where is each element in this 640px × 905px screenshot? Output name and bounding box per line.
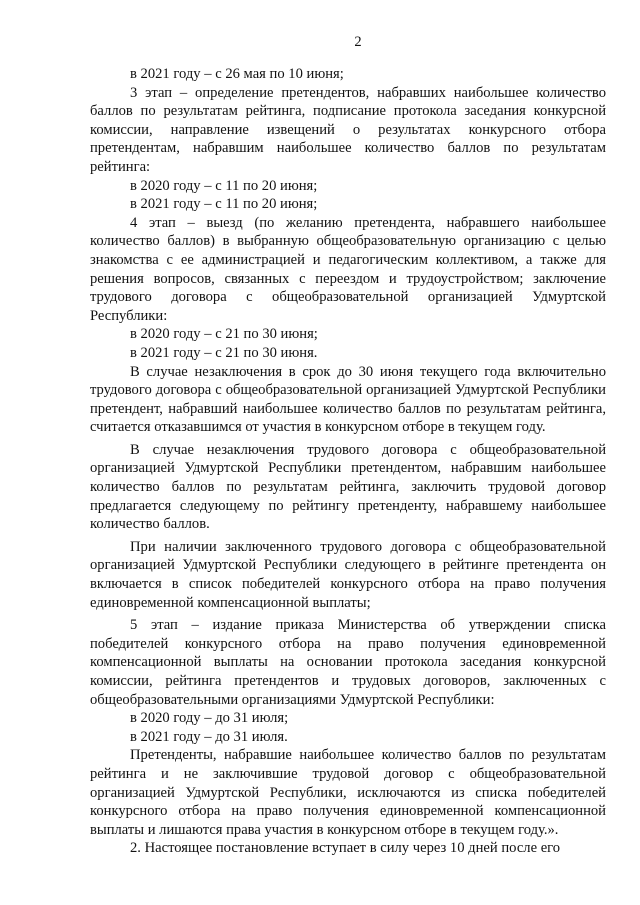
paragraph: 5 этап – издание приказа Министерства об утверждении списка победителей конкурсного отбора на право получения единовременной компенсационной выплаты на основании протокола заседания конкурсной комиссии, рейтинга претендентов и трудовых договоров, заключенных с общеобразовательными организациями Удмуртской Республики: bbox=[90, 617, 606, 708]
date-line: в 2020 году – с 11 по 20 июня; bbox=[130, 177, 318, 194]
date-line: в 2021 году – с 11 по 20 июня; bbox=[130, 196, 318, 213]
date-line: в 2021 году – до 31 июля. bbox=[130, 728, 288, 745]
paragraph: 3 этап – определение претендентов, набравших наибольшее количество баллов по результатам рейтинга, подписание протокола заседания конкурсной комиссии, направление извещений о результатах конкурсного отбора претендентам, набравшим наибольшее количество баллов по результатам рейтинга: bbox=[90, 84, 606, 175]
date-line: в 2021 году – с 26 мая по 10 июня; bbox=[130, 66, 344, 82]
paragraph: В случае незаключения трудового договора с общеобразовательной организацией Удмуртской Республики претендентом, набравшим наибольшее количество баллов по результатам рейтинга, заключить трудовой договор предлагается следующему по рейтингу претенденту, набравшему наибольшее количество баллов. bbox=[90, 441, 606, 533]
paragraph: В случае незаключения в срок до 30 июня текущего года включительно трудового договора с общеобразовательной организацией Удмуртской Республики претендент, набравший наибольшее количество баллов по результатам рейтинга, считается отказавшимся от участия в конкурсном отборе в текущем году. bbox=[90, 363, 606, 436]
paragraph: Претенденты, набравшие наибольшее количество баллов по результатам рейтинга и не заключившие трудовой договор с общеобразовательной организацией Удмуртской Республики, исключаются из списка победителей конкурсного отбора на право получения единовременной компенсационной выплаты и лишаются права участия в конкурсном отборе в текущем году.». bbox=[90, 747, 606, 838]
paragraph: 4 этап – выезд (по желанию претендента, набравшего наибольшее количество баллов) в выбранную общеобразовательную организацию с целью знакомства с ее администрацией и педагогическим коллективом, а также для решения вопросов, связанных с переездом и трудоустройством; заключение трудового договора с общеобразовательной организацией Удмуртской Республики: bbox=[90, 214, 606, 324]
paragraph: 2. Настоящее постановление вступает в силу через 10 дней после его bbox=[130, 840, 561, 857]
page-number: 2 bbox=[354, 34, 362, 50]
date-line: в 2020 году – до 31 июля; bbox=[130, 710, 289, 727]
date-line: в 2020 году – с 21 по 30 июня; bbox=[130, 326, 318, 343]
date-line: в 2021 году – с 21 по 30 июня. bbox=[130, 344, 318, 361]
document-body bbox=[90, 65, 606, 858]
paragraph: При наличии заключенного трудового договора с общеобразовательной организацией Удмуртской Республики следующего в рейтинге претендента он включается в список победителей конкурсного отбора на право получения единовременной компенсационной выплаты; bbox=[90, 538, 606, 611]
